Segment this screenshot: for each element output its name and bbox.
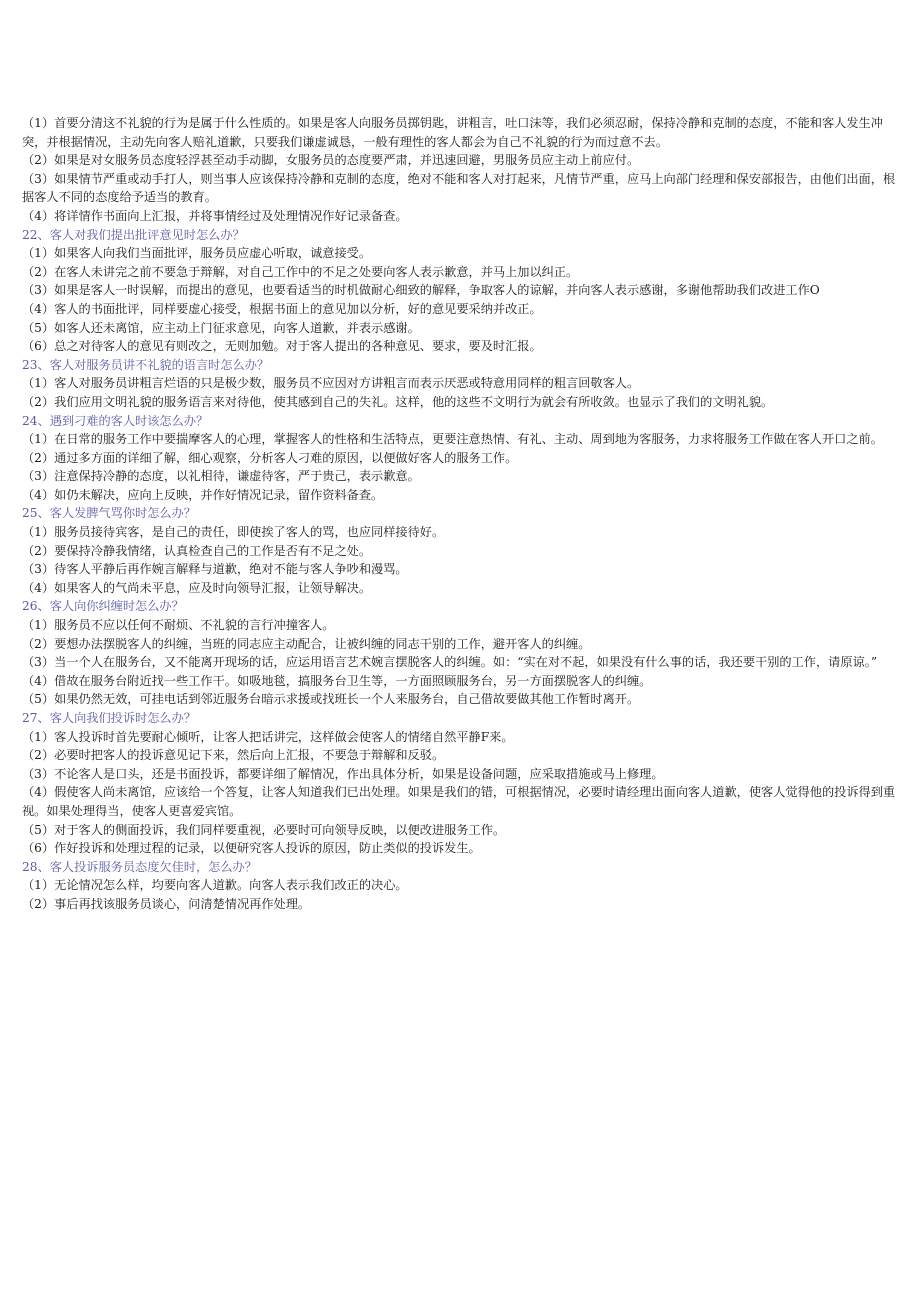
- paragraph: （3）当一个人在服务台，又不能离开现场的话，应运用语言艺术婉言摆脱客人的纠缠。如：“实在对不起，如果没有什么事的话，我还要干别的工作，请原谅。”: [22, 655, 878, 670]
- paragraph: （2）通过多方面的详细了解，细心观察，分析客人刁难的原因，以便做好客人的服务工作。: [22, 450, 518, 465]
- paragraph: （2）必要时把客人的投诉意见记下来，然后向上汇报，不要急于辩解和反驳。: [22, 748, 445, 763]
- paragraph: （2）要想办法摆脱客人的纠缠，当班的同志应主动配合，让被纠缠的同志干别的工作，避开客人的纠缠。: [22, 636, 591, 651]
- section-heading: 26、客人向你纠缠时怎么办？: [22, 599, 184, 614]
- paragraph: （1）客人对服务员讲粗言烂语的只是极少数，服务员不应因对方讲粗言而表示厌恶或特意用同样的粗言回敬客人。: [22, 376, 640, 391]
- paragraph: （5）对于客人的侧面投诉，我们同样要重视，必要时可向领导反映，以便改进服务工作。: [22, 822, 506, 837]
- paragraph: （6）总之对待客人的意见有则改之，无则加勉。对于客人提出的各种意见、要求，要及时汇报。: [22, 339, 542, 354]
- paragraph: （1）在日常的服务工作中要揣摩客人的心理，掌握客人的性格和生活特点，更要注意热情、有礼、主动、周到地为客服务，力求将服务工作做在客人开口之前。: [22, 432, 883, 447]
- paragraph: （3）如果情节严重或动手打人，则当事人应该保持冷静和克制的态度，绝对不能和客人对打起来，凡情节严重，应马上向部门经理和保安部报告，由他们出面，根据客人不同的态度给予适当的教育。: [22, 171, 896, 205]
- paragraph: （3）不论客人是口头，还是书面投诉，都要详细了解情况，作出具体分析，如果是设备问题，应采取措施或马上修理。: [22, 766, 664, 781]
- paragraph: （2）如果是对女服务员态度轻浮甚至动手动脚，女服务员的态度要严肃，并迅速回避，男服务员应主动上前应付。: [22, 153, 640, 168]
- paragraph: （2）在客人未讲完之前不要急于辩解，对自己工作中的不足之处要向客人表示歉意，并马上加以纠正。: [22, 264, 579, 279]
- paragraph: （4）客人的书面批评，同样要虚心接受，根据书面上的意见加以分析，好的意见要采纳并改正。: [22, 301, 542, 316]
- paragraph: （2）我们应用文明礼貌的服务语言来对待他，使其感到自己的失礼。这样，他的这些不文明行为就会有所收敛。也显示了我们的文明礼貌。: [22, 394, 774, 409]
- paragraph: （1）客人投诉时首先要耐心倾听，让客人把话讲完，这样做会使客人的情绪自然平静F来。: [22, 729, 514, 744]
- section-heading: 23、客人对服务员讲不礼貌的语言时怎么办？: [22, 357, 270, 372]
- paragraph: （1）如果客人向我们当面批评，服务员应虚心听取，诚意接受。: [22, 246, 372, 261]
- section-heading: 28、客人投诉服务员态度欠佳时，怎么办？: [22, 859, 257, 874]
- paragraph: （3）待客人平静后再作婉言解释与道歉，绝对不能与客人争吵和漫骂。: [22, 562, 408, 577]
- paragraph: （6）作好投诉和处理过程的记录，以便研究客人投诉的原因，防止类似的投诉发生。: [22, 841, 481, 856]
- paragraph: （2）要保持冷静我情绪，认真检查自己的工作是否有不足之处。: [22, 543, 372, 558]
- paragraph: （5）如果仍然无效，可挂电话到邻近服务台暗示求援或找班长一个人来服务台，自己借故要做其他工作暂时离开。: [22, 692, 640, 707]
- paragraph: （4）将详情作书面向上汇报，并将事情经过及处理情况作好记录备查。: [22, 208, 408, 223]
- paragraph: （5）如客人还未离馆，应主动上门征求意见，向客人道歉，并表示感谢。: [22, 320, 420, 335]
- paragraph: （3）注意保持冷静的态度，以礼相待，谦虚待客，严于贵己，表示歉意。: [22, 469, 420, 484]
- paragraph: （2）事后再找该服务员谈心，问清楚情况再作处理。: [22, 896, 311, 911]
- paragraph: （4）假使客人尚未离馆，应该给一个答复，让客人知道我们已出处理。如果是我们的错，可根据情况，必要时请经理出面向客人道歉，使客人觉得他的投诉得到重视。如果处理得当，使客人更喜爱宾馆。: [22, 785, 896, 818]
- paragraph: （4）如仍未解决，应向上反映，并作好情况记录，留作资料备查。: [22, 487, 384, 502]
- paragraph: （1）首要分清这不礼貌的行为是属于什么性质的。如果是客人向服务员掷钥匙，讲粗言，吐口沫等，我们必须忍耐，保持冷静和克制的态度，不能和客人发生冲突，并根据情况，主动先向客人赔礼道歉，只要我们谦虚诚恳，一般有理性的客人都会为自己不礼貌的行为而过意不去。: [22, 116, 883, 149]
- paragraph: （3）如果是客人一时误解，而提出的意见，也要看适当的时机做耐心细致的解释，争取客人的谅解，并向客人表示感谢，多谢他帮助我们改进工作O: [22, 283, 820, 298]
- section-heading: 27、客人向我们投诉时怎么办？: [22, 711, 196, 725]
- section-heading: 25、客人发脾气骂你时怎么办？: [22, 506, 196, 521]
- section-heading: 24、遇到刁难的客人时该怎么办？: [22, 413, 209, 428]
- paragraph: （4）如果客人的气尚未平息，应及时向领导汇报，让领导解决。: [22, 580, 372, 595]
- paragraph: （1）服务员接待宾客，是自己的责任，即使挨了客人的骂，也应同样接待好。: [22, 525, 445, 540]
- paragraph: （4）借故在服务台附近找一些工作干。如吸地毯，搞服务台卫生等，一方面照顾服务台，另一方面摆脱客人的纠缠。: [22, 673, 652, 688]
- paragraph: （1）服务员不应以任何不耐烦、不礼貌的言行冲撞客人。: [22, 618, 335, 633]
- document-body: [22, 114, 904, 914]
- section-heading: 22、客人对我们提出批评意见时怎么办？: [22, 227, 245, 242]
- paragraph: （1）无论情况怎么样，均要向客人道歉。向客人表示我们改正的决心。: [22, 878, 408, 893]
